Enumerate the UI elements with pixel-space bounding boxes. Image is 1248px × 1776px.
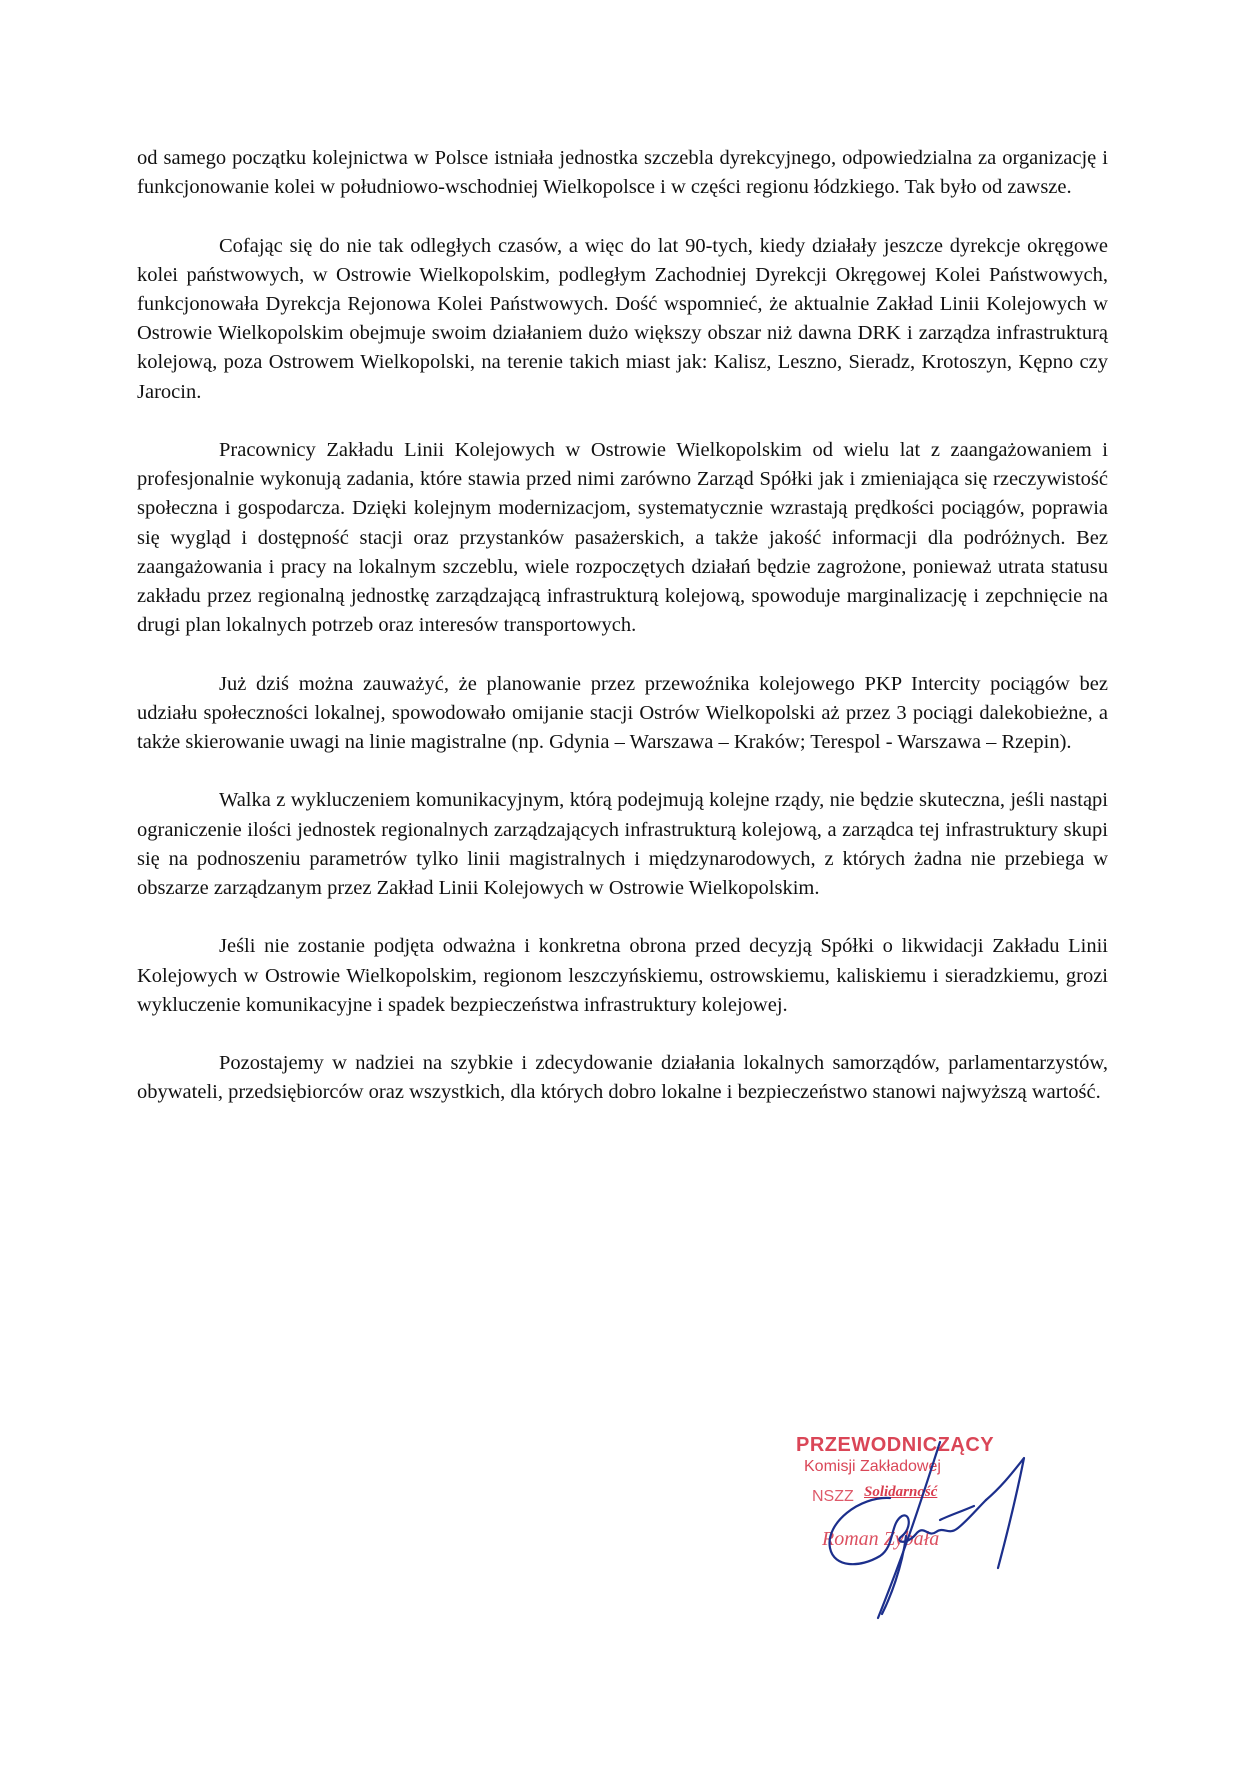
paragraph-7: Pozostajemy w nadziei na szybkie i zdecydowanie działania lokalnych samorządów, parlamentarzystów, obywateli, przedsiębiorców oraz wszystkich, dla których dobro lokalne i bezpieczeństwo stanowi najwyższą wartość. <box>137 1052 1108 1104</box>
letter-body <box>137 144 1108 1137</box>
stamp-org-logo: Solidarność <box>864 1484 938 1500</box>
paragraph-1: od samego początku kolejnictwa w Polsce istniała jednostka szczebla dyrekcyjnego, odpowiedzialna za organizację i funkcjonowanie kolei w południowo-wschodniej Wielkopolsce i w części regionu łódzkiego. Tak było od zawsze. <box>137 147 1108 199</box>
paragraph-2: Cofając się do nie tak odległych czasów, a więc do lat 90-tych, kiedy działały jeszcze dyrekcje okręgowe kolei państwowych, w Ostrowie Wielkopolskim, podległym Zachodniej Dyrekcji Okręgowej Kolei Państwowych, funkcjonowała Dyrekcja Rejonowa Kolei Państwowych. Dość wspomnieć, że aktualnie Zakład Linii Kolejowych w Ostrowie Wielkopolskim obejmuje swoim działaniem dużo większy obszar niż dawna DRK i zarządza infrastrukturą kolejową, poza Ostrowem Wielkopolski, na terenie takich miast jak: Kalisz, Leszno, Sieradz, Krotoszyn, Kępno czy Jarocin. <box>137 234 1108 403</box>
paragraph-4: Już dziś można zauważyć, że planowanie przez przewoźnika kolejowego PKP Intercity pociągów bez udziału społeczności lokalnej, spowodowało omijanie stacji Ostrów Wielkopolski aż przez 3 pociągi dalekobieżne, a także skierowanie uwagi na linie magistralne (np. Gdynia – Warszawa – Kraków; Terespol - Warszawa – Rzepin). <box>137 672 1108 754</box>
stamp-org-prefix: NSZZ <box>812 1488 854 1505</box>
paragraph-5: Walka z wykluczeniem komunikacyjnym, którą podejmują kolejne rządy, nie będzie skuteczna, jeśli nastąpi ograniczenie ilości jednostek regionalnych zarządzających infrastrukturą kolejową, a zarządca tej infrastruktury skupi się na podnoszeniu parametrów tylko linii magistralnych i międzynarodowych, z których żadna nie przebiega w obszarze zarządzanym przez Zakład Linii Kolejowych w Ostrowie Wielkopolskim. <box>137 789 1108 900</box>
signature-stamp <box>790 1428 1050 1648</box>
stamp-title: PRZEWODNICZĄCY <box>796 1434 995 1456</box>
paragraph-6: Jeśli nie zostanie podjęta odważna i konkretna obrona przed decyzją Spółki o likwidacji Zakładu Linii Kolejowych w Ostrowie Wielkopolskim, regionom leszczyńskiemu, ostrowskiemu, kaliskiemu i sieradzkiemu, grozi wykluczenie komunikacyjne i spadek bezpieczeństwa infrastruktury kolejowej. <box>137 935 1108 1016</box>
handwritten-signature-icon <box>790 1428 1050 1648</box>
stamp-name: Roman Zybała <box>822 1528 940 1550</box>
paragraph-3: Pracownicy Zakładu Linii Kolejowych w Ostrowie Wielkopolskim od wielu lat z zaangażowaniem i profesjonalnie wykonują zadania, które stawia przed nimi zarówno Zarząd Spółki jak i zmieniająca się rzeczywistość społeczna i gospodarcza. Dzięki kolejnym modernizacjom, systematycznie wzrastają prędkości pociągów, poprawia się wygląd i dostępność stacji oraz przystanków pasażerskich, a także jakość informacji dla podróżnych. Bez zaangażowania i pracy na lokalnym szczeblu, wiele rozpoczętych działań będzie zagrożone, ponieważ utrata statusu zakładu przez regionalną jednostkę zarządzającą infrastrukturą kolejową, spowoduje marginalizację i zepchnięcie na drugi plan lokalnych potrzeb oraz interesów transportowych. <box>137 439 1108 637</box>
stamp-subtitle: Komisji Zakładowej <box>804 1458 941 1475</box>
